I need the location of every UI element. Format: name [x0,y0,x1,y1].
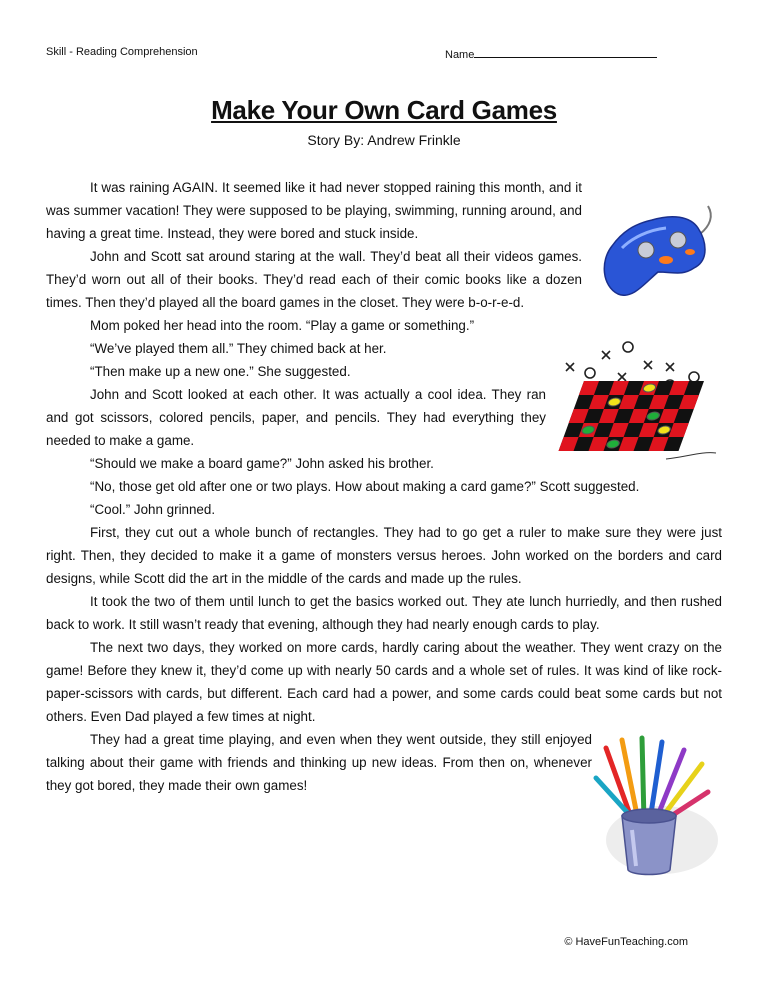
game-controller-icon [582,176,722,296]
story-paragraph: The next two days, they worked on more cards, hardly caring about the weather. They went crazy on the game! Before they knew it, they’d come up with nearly 50 cards and a whole set of rules. It was kind of like rock-paper-scissors with cards, but different. Each card had a power, and some cards could beat some cards but not others. Even Dad played a few times at night. [46,640,722,724]
name-blank-line[interactable] [474,46,657,58]
story-paragraph: John and Scott looked at each other. It was actually a cool idea. They ran and got scissors, colored pencils, paper, and pencils. They had everything they needed to make a game. [46,387,546,448]
story-paragraph: “We’ve played them all.” They chimed back at her. [90,341,387,356]
story-paragraph: John and Scott sat around staring at the wall. They’d beat all their videos games. They’d worn out all of their books. They’d read each of their comic books like a dozen times. Then they’d played all the board games in the closet. They were b-o-r-e-d. [46,249,582,310]
story-paragraph: They had a great time playing, and even when they went outside, they still enjoyed talking about their game with friends and thinking up new ideas. From then on, whenever they got bored, they made their own games! [46,732,592,793]
copyright-footer: © HaveFunTeaching.com [564,936,688,948]
skill-label: Skill - Reading Comprehension [46,46,198,58]
name-label: Name [445,49,475,61]
pencil-cup-icon [592,730,722,880]
story-paragraph: “Cool.” John grinned. [90,502,216,517]
name-field [445,46,657,61]
story-paragraph: First, they cut out a whole bunch of rectangles. They had to go get a ruler to make sure they were just right. Then, they decided to make it a game of monsters versus heroes. John worked on the borders and card designs, while Scott did the art in the middle of the cards and made up the rules. [46,525,722,586]
story-byline: Story By: Andrew Frinkle [307,132,461,148]
story-paragraph: It was raining AGAIN. It seemed like it had never stopped raining this month, and it was summer vacation! They were supposed to be playing, swimming, running around, and having a great time. Instead, they were bored and stuck inside. [46,180,582,241]
story-paragraph: “No, those get old after one or two plays. How about making a card game?” Scott suggested. [90,479,640,494]
story-paragraph: It took the two of them until lunch to get the basics worked out. They ate lunch hurriedly, and then rushed back to work. It still wasn’t ready that evening, although they had nearly enough cards to play. [46,594,722,632]
story-paragraph: “Should we make a board game?” John asked his brother. [90,456,434,471]
story-paragraph: Mom poked her head into the room. “Play a game or something.” [90,318,475,333]
story-body [46,176,722,880]
story-title: Make Your Own Card Games [211,95,557,125]
story-paragraph: “Then make up a new one.” She suggested. [90,364,351,379]
checkers-board-icon [546,341,722,471]
